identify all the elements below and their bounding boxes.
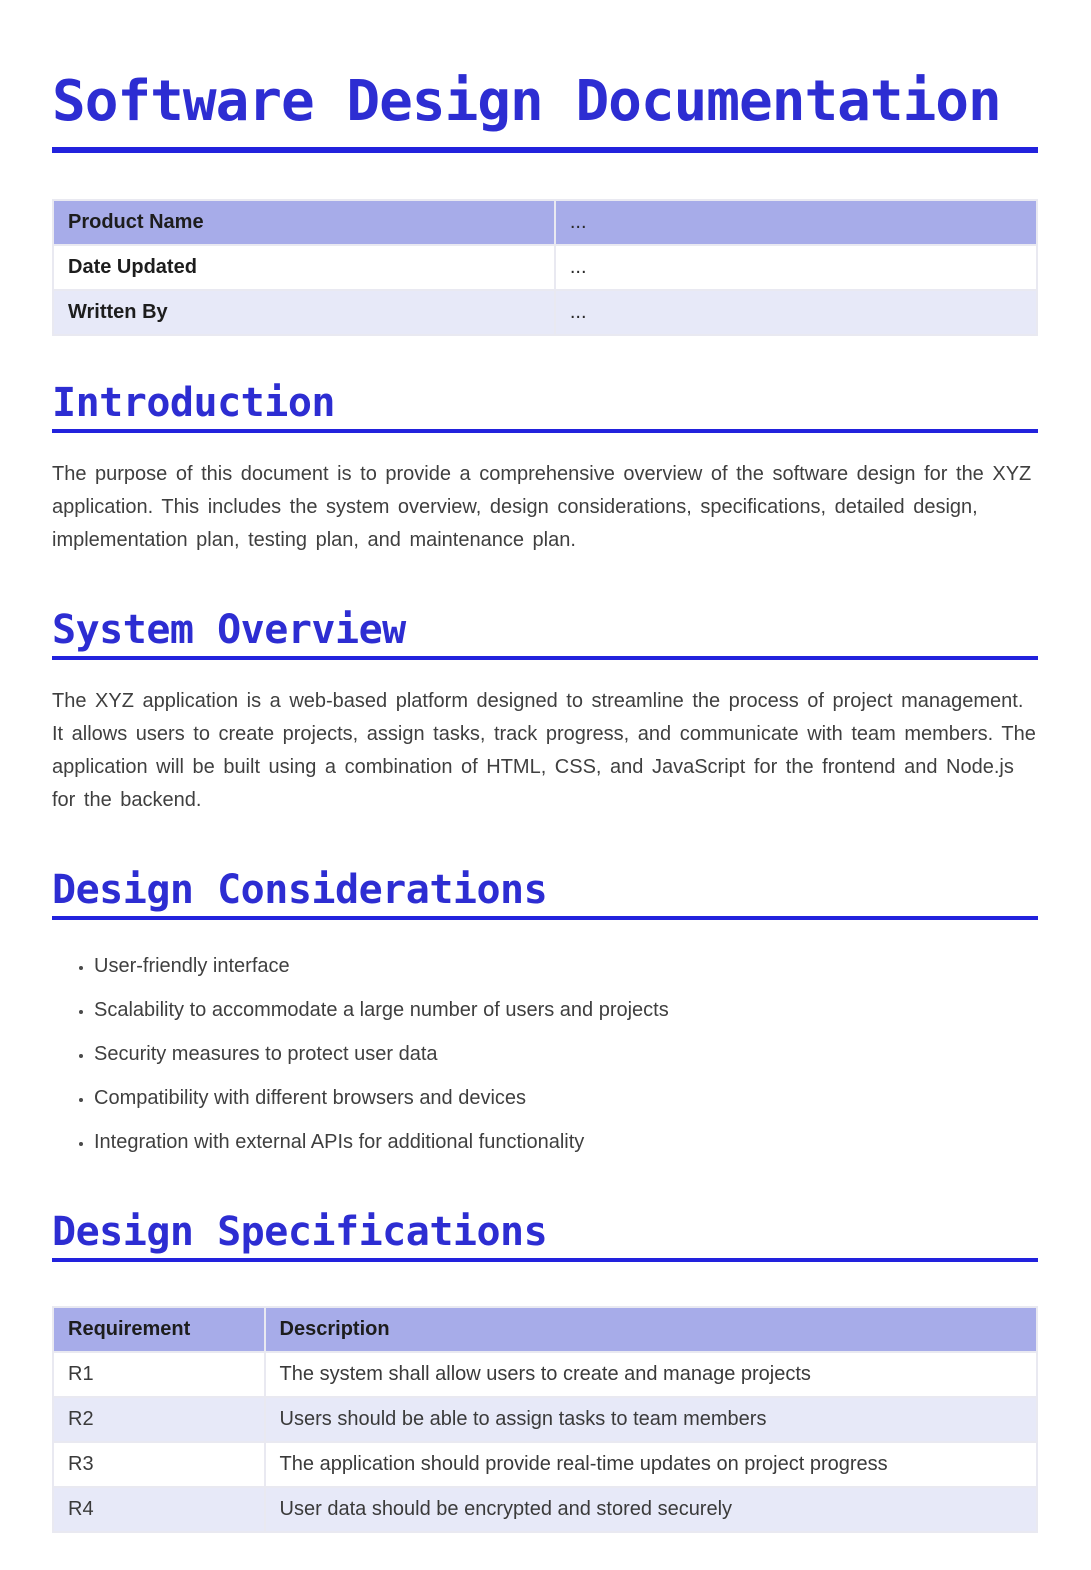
introduction-paragraph: The purpose of this document is to provide a comprehensive overview of the software design for the XYZ application. This includes the system overview, design considerations, specifications, detailed design, implementation plan, testing plan, and maintenance plan. (52, 463, 1032, 552)
requirement-description: User data should be encrypted and stored securely (265, 1487, 1037, 1532)
document-page (0, 70, 1091, 1533)
column-header-description: Description (265, 1307, 1037, 1352)
table-row (53, 1397, 1037, 1442)
meta-table (52, 199, 1038, 336)
meta-value-product-name: ... (555, 200, 1037, 245)
section-heading-design-considerations: Design Considerations (52, 867, 1038, 920)
list-item: • Compatibility with different browsers and devices (94, 1082, 1038, 1115)
section-heading-design-specifications: Design Specifications (52, 1209, 1038, 1262)
meta-label-date-updated: Date Updated (53, 245, 555, 290)
design-considerations-list (52, 950, 1038, 1159)
requirement-id: R4 (53, 1487, 265, 1532)
table-row (53, 290, 1037, 335)
section-heading-system-overview: System Overview (52, 607, 1038, 660)
column-header-requirement: Requirement (53, 1307, 265, 1352)
requirement-id: R1 (53, 1352, 265, 1397)
meta-value-date-updated: ... (555, 245, 1037, 290)
table-row (53, 1352, 1037, 1397)
meta-label-product-name: Product Name (53, 200, 555, 245)
meta-label-written-by: Written By (53, 290, 555, 335)
list-item: • Integration with external APIs for additional functionality (94, 1126, 1038, 1159)
requirement-id: R3 (53, 1442, 265, 1487)
meta-value-written-by: ... (555, 290, 1037, 335)
table-header-row (53, 1307, 1037, 1352)
list-item: • User-friendly interface (94, 950, 1038, 983)
section-heading-introduction: Introduction (52, 380, 1038, 433)
requirement-id: R2 (53, 1397, 265, 1442)
list-item: • Security measures to protect user data (94, 1038, 1038, 1071)
table-row (53, 1442, 1037, 1487)
requirement-description: The application should provide real-time updates on project progress (265, 1442, 1037, 1487)
requirement-description: The system shall allow users to create and manage projects (265, 1352, 1037, 1397)
system-overview-paragraph: The XYZ application is a web-based platform designed to streamline the process of project management. It allows users to create projects, assign tasks, track progress, and communicate with team members. The application will be built using a combination of HTML, CSS, and JavaScript for the frontend and Node.js for the backend. (52, 690, 1036, 812)
page-title: Software Design Documentation (52, 70, 1038, 153)
spec-table (52, 1306, 1038, 1533)
requirement-description: Users should be able to assign tasks to team members (265, 1397, 1037, 1442)
table-row (53, 1487, 1037, 1532)
list-item: • Scalability to accommodate a large number of users and projects (94, 994, 1038, 1027)
table-row (53, 200, 1037, 245)
table-row (53, 245, 1037, 290)
